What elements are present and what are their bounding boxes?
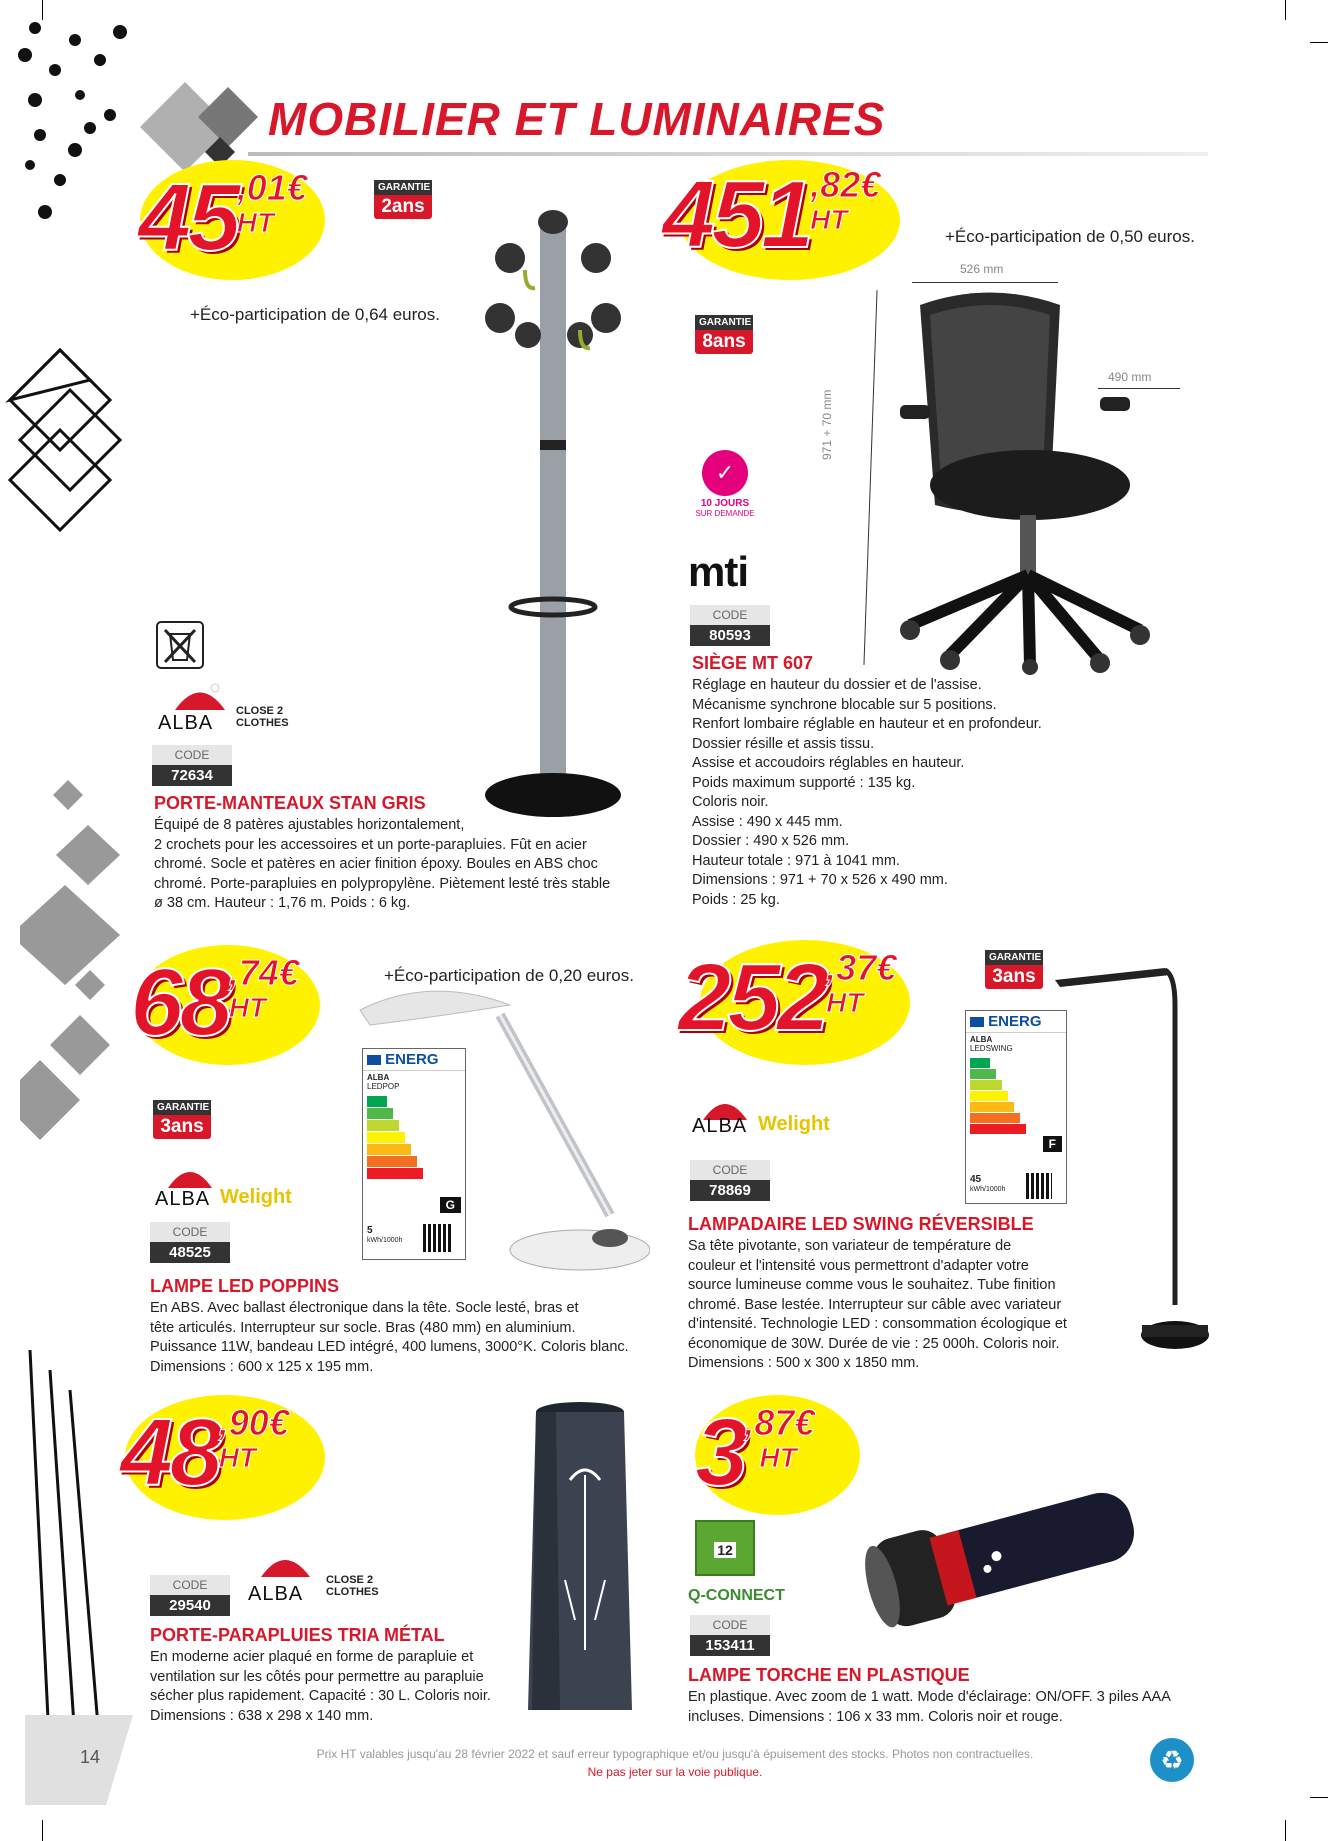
- energy-kwh: 5: [367, 1225, 373, 1236]
- brand-mti: mti: [688, 548, 748, 595]
- garantie-badge: [153, 1100, 211, 1139]
- price-tag: [678, 943, 897, 1053]
- sub-brand: CLOSE 2 CLOTHES: [326, 1574, 379, 1598]
- garantie-label: GARANTIE: [695, 315, 753, 330]
- price-tag: [138, 163, 307, 273]
- alba-logo: [170, 680, 230, 712]
- brand-alba: ALBA: [158, 712, 214, 734]
- product-name: PORTE-PARAPLUIES TRIA MÉTAL: [150, 1625, 445, 1645]
- alba-logo: [258, 1547, 313, 1579]
- eco-participation: +Éco-participation de 0,20 euros.: [384, 966, 634, 985]
- energy-unit: kWh/1000h: [970, 1186, 1006, 1193]
- footer-recycle-note: Ne pas jeter sur la voie publique.: [587, 1765, 763, 1779]
- decorative-diamonds-grey: [20, 770, 140, 1150]
- flashlight-image: [855, 1460, 1145, 1640]
- price-main: 45: [138, 164, 237, 271]
- garantie-years: 3ans: [992, 966, 1036, 987]
- qr-code: [1026, 1173, 1052, 1199]
- office-chair-image: [890, 285, 1170, 675]
- page-title: MOBILIER ET LUMINAIRES: [268, 93, 886, 145]
- price-ht: HT: [228, 992, 267, 1023]
- recycle-person-icon: ♻: [1150, 1738, 1194, 1782]
- product-description: En ABS. Avec ballast électronique dans la tête. Socle lesté, bras et tête articulés. Interrupteur sur socle. Bras (480 mm) en aluminium. Puissance 11W, bandeau LED intégré, 400 lumens, 3000°K. Coloris blanc. Dimensions : 600 x 125 x 195 mm.: [150, 1300, 629, 1375]
- code-label: CODE: [150, 1575, 230, 1595]
- alba-logo: [165, 1160, 215, 1190]
- calendar-icon: ✓: [702, 450, 748, 496]
- energy-kwh: 45: [970, 1174, 982, 1185]
- price-main: 48: [120, 1399, 219, 1506]
- umbrella-stand-image: [520, 1400, 640, 1720]
- product-name: LAMPE TORCHE EN PLASTIQUE: [688, 1665, 970, 1685]
- product-name: PORTE-MANTEAUX STAN GRIS: [154, 793, 426, 813]
- product-code: [690, 1615, 770, 1656]
- price-main: 68: [130, 949, 229, 1056]
- code-value: 80593: [690, 625, 770, 646]
- price-tag: [662, 160, 881, 270]
- product-code: [152, 745, 232, 786]
- decorative-dots: [0, 0, 140, 230]
- code-label: CODE: [150, 1222, 230, 1242]
- price-tag: [130, 948, 299, 1058]
- garantie-badge: [985, 950, 1043, 989]
- product-code: [690, 1160, 770, 1201]
- product-description: En moderne acier plaqué en forme de parapluie et ventilation sur les côtés pour permettre au parapluie sécher plus rapidement. Capacité : 30 L. Coloris noir. Dimensions : 638 x 298 x 140 mm.: [150, 1649, 491, 1724]
- price-tag: [120, 1398, 289, 1508]
- crop-mark: [1310, 42, 1328, 43]
- dimension-width: 526 mm: [960, 262, 1004, 276]
- price-main: 252: [678, 944, 827, 1051]
- ten-days-label: 10 JOURS: [700, 498, 750, 509]
- code-value: 29540: [150, 1595, 230, 1616]
- garantie-years: 2ans: [381, 196, 425, 217]
- pack-box-icon: [695, 1520, 755, 1576]
- ten-days-badge: [690, 450, 760, 518]
- code-value: 48525: [150, 1242, 230, 1263]
- energy-title: ENERG: [988, 1013, 1042, 1030]
- decorative-diamonds-outline: [0, 340, 140, 560]
- product-name: LAMPADAIRE LED SWING RÉVERSIBLE: [688, 1214, 1034, 1234]
- brand-alba: ALBA: [692, 1115, 748, 1137]
- coat-rack-image: [480, 210, 640, 820]
- dimension-depth: 490 mm: [1108, 370, 1152, 384]
- price-ht: HT: [826, 987, 864, 1018]
- energy-model: LEDPOP: [367, 1082, 400, 1091]
- product-code: [150, 1222, 230, 1263]
- energy-class-badge: F: [1043, 1136, 1062, 1152]
- page-number: 14: [80, 1747, 101, 1767]
- crop-mark: [1310, 1797, 1328, 1798]
- code-value: 72634: [152, 765, 232, 786]
- product-name: LAMPE LED POPPINS: [150, 1276, 340, 1296]
- sub-brand: CLOSE 2 CLOTHES: [236, 705, 289, 729]
- price-ht: HT: [759, 1442, 797, 1473]
- eu-flag-icon: [970, 1017, 984, 1027]
- dimension-line: [912, 282, 1058, 283]
- product-description: Réglage en hauteur du dossier et de l'assise. Mécanisme synchrone blocable sur 5 positions. Renfort lombaire réglable en hauteur et en profondeur. Dossier résille et assis tissu. Assise et accoudoirs réglables en hauteur. Poids maximum supporté : 135 kg. Coloris noir. Assise : 490 x 445 mm. Dossier : 490 x 526 mm. Hauteur totale : 971 à 1041 mm. Dimensions : 971 + 70 x 526 x 490 mm. Poids : 25 kg.: [692, 677, 1042, 908]
- price-ht: HT: [218, 1442, 257, 1473]
- brand-alba: ALBA: [155, 1188, 211, 1210]
- dimension-line: [863, 290, 877, 665]
- ten-days-sub: SUR DEMANDE: [695, 509, 755, 518]
- recycle-trash-icon: [155, 620, 205, 670]
- garantie-years: 8ans: [702, 331, 746, 352]
- price-main: 3: [695, 1399, 745, 1506]
- energy-model: LEDSWING: [970, 1044, 1013, 1053]
- code-label: CODE: [152, 745, 232, 765]
- eco-participation: +Éco-participation de 0,50 euros.: [945, 227, 1195, 246]
- code-value: 153411: [690, 1635, 770, 1656]
- garantie-years: 3ans: [160, 1116, 204, 1137]
- code-value: 78869: [690, 1180, 770, 1201]
- sub-brand-welight: Welight: [220, 1186, 292, 1208]
- pack-quantity: 12: [714, 1542, 736, 1558]
- product-description: Équipé de 8 patères ajustables horizontalement, 2 crochets pour les accessoires et un porte-parapluies. Fût en acier chromé. Socle et patères en acier finition époxy. Boules en ABS choc chromé. Porte-parapluies en polypropylène. Piètement lesté très stable ø 38 cm. Hauteur : 1,76 m. Poids : 6 kg.: [154, 817, 611, 911]
- price-cents: ,37€: [826, 947, 897, 988]
- product-description: Sa tête pivotante, son variateur de température de couleur et l'intensité vous permettront d'adapter votre source lumineuse comme vous le souhaitez. Tube finition chromé. Base lestée. Interrupteur sur câble avec variateur d'intensité. Technologie LED : consommation écologique et économique de 30W. Durée de vie : 25 000h. Coloris noir. Dimensions : 500 x 300 x 1850 mm.: [688, 1238, 1067, 1371]
- crop-mark: [42, 1820, 43, 1841]
- garantie-label: GARANTIE: [985, 950, 1043, 965]
- code-label: CODE: [690, 1160, 770, 1180]
- energy-brand: ALBA: [367, 1073, 390, 1082]
- price-ht: HT: [810, 204, 848, 235]
- garantie-badge: [374, 180, 432, 219]
- price-cents: ,87€: [744, 1402, 815, 1443]
- footer-disclaimer: Prix HT valables jusqu'au 28 février 2022 et sauf erreur typographique et/ou jusqu'à épuisement des stocks. Photos non contractuelles.: [316, 1747, 1034, 1761]
- crop-mark: [1285, 1820, 1286, 1841]
- page-number-box: [25, 1715, 133, 1805]
- product-code: [150, 1575, 230, 1616]
- code-label: CODE: [690, 605, 770, 625]
- eco-participation: +Éco-participation de 0,64 euros.: [190, 305, 440, 324]
- dimension-height: 971 + 70 mm: [820, 389, 834, 460]
- energy-unit: kWh/1000h: [367, 1237, 403, 1244]
- energy-title: ENERG: [385, 1051, 439, 1068]
- price-ht: HT: [236, 207, 275, 238]
- garantie-label: GARANTIE: [374, 180, 432, 195]
- energy-class-badge: G: [440, 1197, 461, 1213]
- price-cents: ,82€: [810, 164, 881, 205]
- garantie-label: GARANTIE: [153, 1100, 211, 1115]
- brand-qconnect: Q-CONNECT: [688, 1587, 785, 1604]
- product-code: [690, 605, 770, 646]
- product-description: En plastique. Avec zoom de 1 watt. Mode d'éclairage: ON/OFF. 3 piles AAA incluses. Dimensions : 106 x 33 mm. Coloris noir et rouge.: [688, 1689, 1171, 1725]
- price-tag: [695, 1398, 815, 1508]
- price-cents: ,90€: [218, 1402, 289, 1443]
- energy-brand: ALBA: [970, 1035, 993, 1044]
- price-cents: ,74€: [228, 952, 299, 993]
- desk-lamp-image: [350, 975, 650, 1275]
- brand-alba: ALBA: [248, 1583, 304, 1605]
- garantie-badge: [695, 315, 753, 354]
- crop-mark: [1285, 0, 1286, 20]
- price-main: 451: [662, 161, 811, 268]
- product-name: SIÈGE MT 607: [692, 653, 814, 673]
- sub-brand-welight: Welight: [758, 1113, 830, 1135]
- title-underline: [248, 152, 1208, 156]
- code-label: CODE: [690, 1615, 770, 1635]
- price-cents: ,01€: [236, 167, 307, 208]
